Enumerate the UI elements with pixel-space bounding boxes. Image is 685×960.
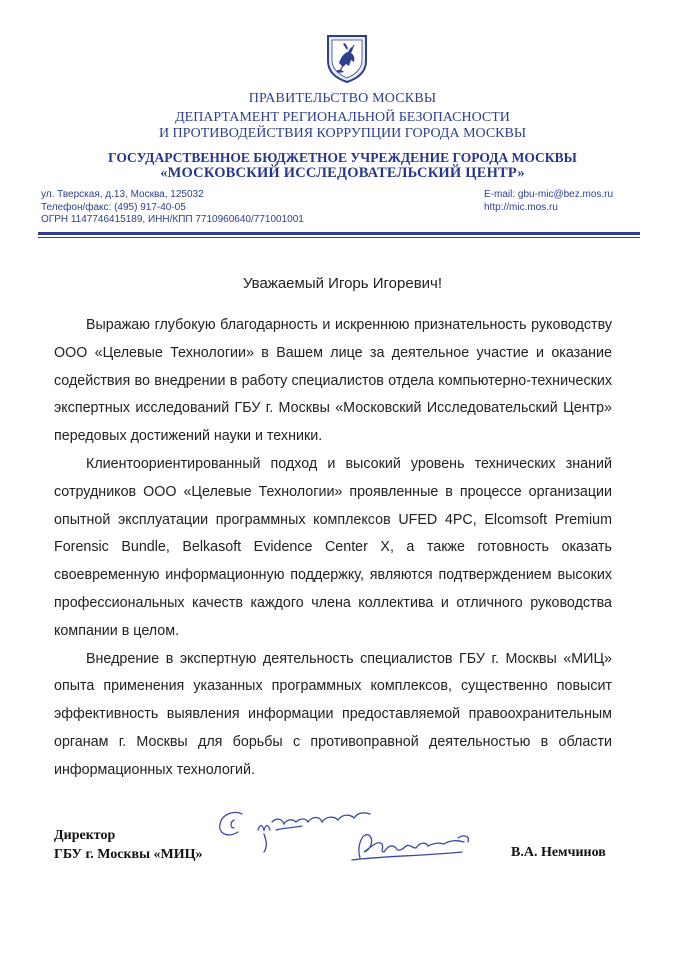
- website-line: http://mic.mos.ru: [484, 201, 558, 213]
- letterhead-divider-thick: [38, 232, 640, 235]
- letter-paragraph: Выражаю глубокую благодарность и искреннюю признательность руководству ООО «Целевые Технологии» в Вашем лице за деятельное участие и оказание содействия во внедрении в работу специалистов отдела компьютерно-технических экспертных исследований ГБУ г. Москвы «Московский Исследовательский Центр» передовых достижений науки и техники.: [54, 317, 612, 445]
- address-line: ул. Тверская, д.13, Москва, 125032: [41, 189, 204, 200]
- handwritten-signature: [212, 800, 502, 870]
- signer-organization: ГБУ г. Москвы «МИЦ»: [54, 847, 203, 862]
- email-line: E-mail: gbu-mic@bez.mos.ru: [484, 189, 614, 200]
- letter-paragraph: Клиентоориентированный подход и высокий уровень технических знаний сотрудников ООО «Целевые Технологии» проявленные в процессе организации опытной эксплуатации программных комплексов UFED 4PC, Elcomsoft Premium Forensic Bundle, Belkasoft Evidence Center X, а также готовность оказать своевременную информационную поддержку, являются подтверждением высоких профессиональных качеств каждого члена коллектива и отличного руководства компании в целом.: [54, 455, 612, 639]
- signer-position: Директор: [54, 828, 116, 843]
- letter-paragraph: Внедрение в экспертную деятельность специалистов ГБУ г. Москвы «МИЦ» опыта применения указанных программных комплексов, существенно повысит эффективность выявления информации предоставляемой правоохранительным органам г. Москвы для борьбы с противоправной деятельностью в области информационных технологий.: [54, 650, 612, 778]
- department-title-line1: ДЕПАРТАМЕНТ РЕГИОНАЛЬНОЙ БЕЗОПАСНОСТИ: [175, 110, 510, 125]
- government-title: ПРАВИТЕЛЬСТВО МОСКВЫ: [248, 91, 437, 106]
- institution-title-line1: ГОСУДАРСТВЕННОЕ БЮДЖЕТНОЕ УЧРЕЖДЕНИЕ ГОРОДА МОСКВЫ: [108, 150, 577, 165]
- letter-body: [54, 312, 612, 785]
- phone-line: Телефон/факс: (495) 917-40-05: [41, 201, 186, 213]
- signer-title-block: [54, 826, 203, 864]
- moscow-coat-of-arms-icon: [324, 33, 370, 83]
- signer-name: В.А. Немчинов: [511, 845, 606, 860]
- address-block: [41, 189, 304, 227]
- letterhead-divider-thin: [38, 237, 640, 238]
- registration-line: ОГРН 1147746415189, ИНН/КПП 7710960640/771001001: [41, 214, 304, 225]
- contact-block: [484, 189, 613, 214]
- institution-title-line2: «МОСКОВСКИЙ ИССЛЕДОВАТЕЛЬСКИЙ ЦЕНТР»: [160, 165, 525, 181]
- letter-greeting: Уважаемый Игорь Игоревич!: [242, 275, 443, 292]
- department-title-line2: И ПРОТИВОДЕЙСТВИЯ КОРРУПЦИИ ГОРОДА МОСКВЫ: [158, 126, 527, 141]
